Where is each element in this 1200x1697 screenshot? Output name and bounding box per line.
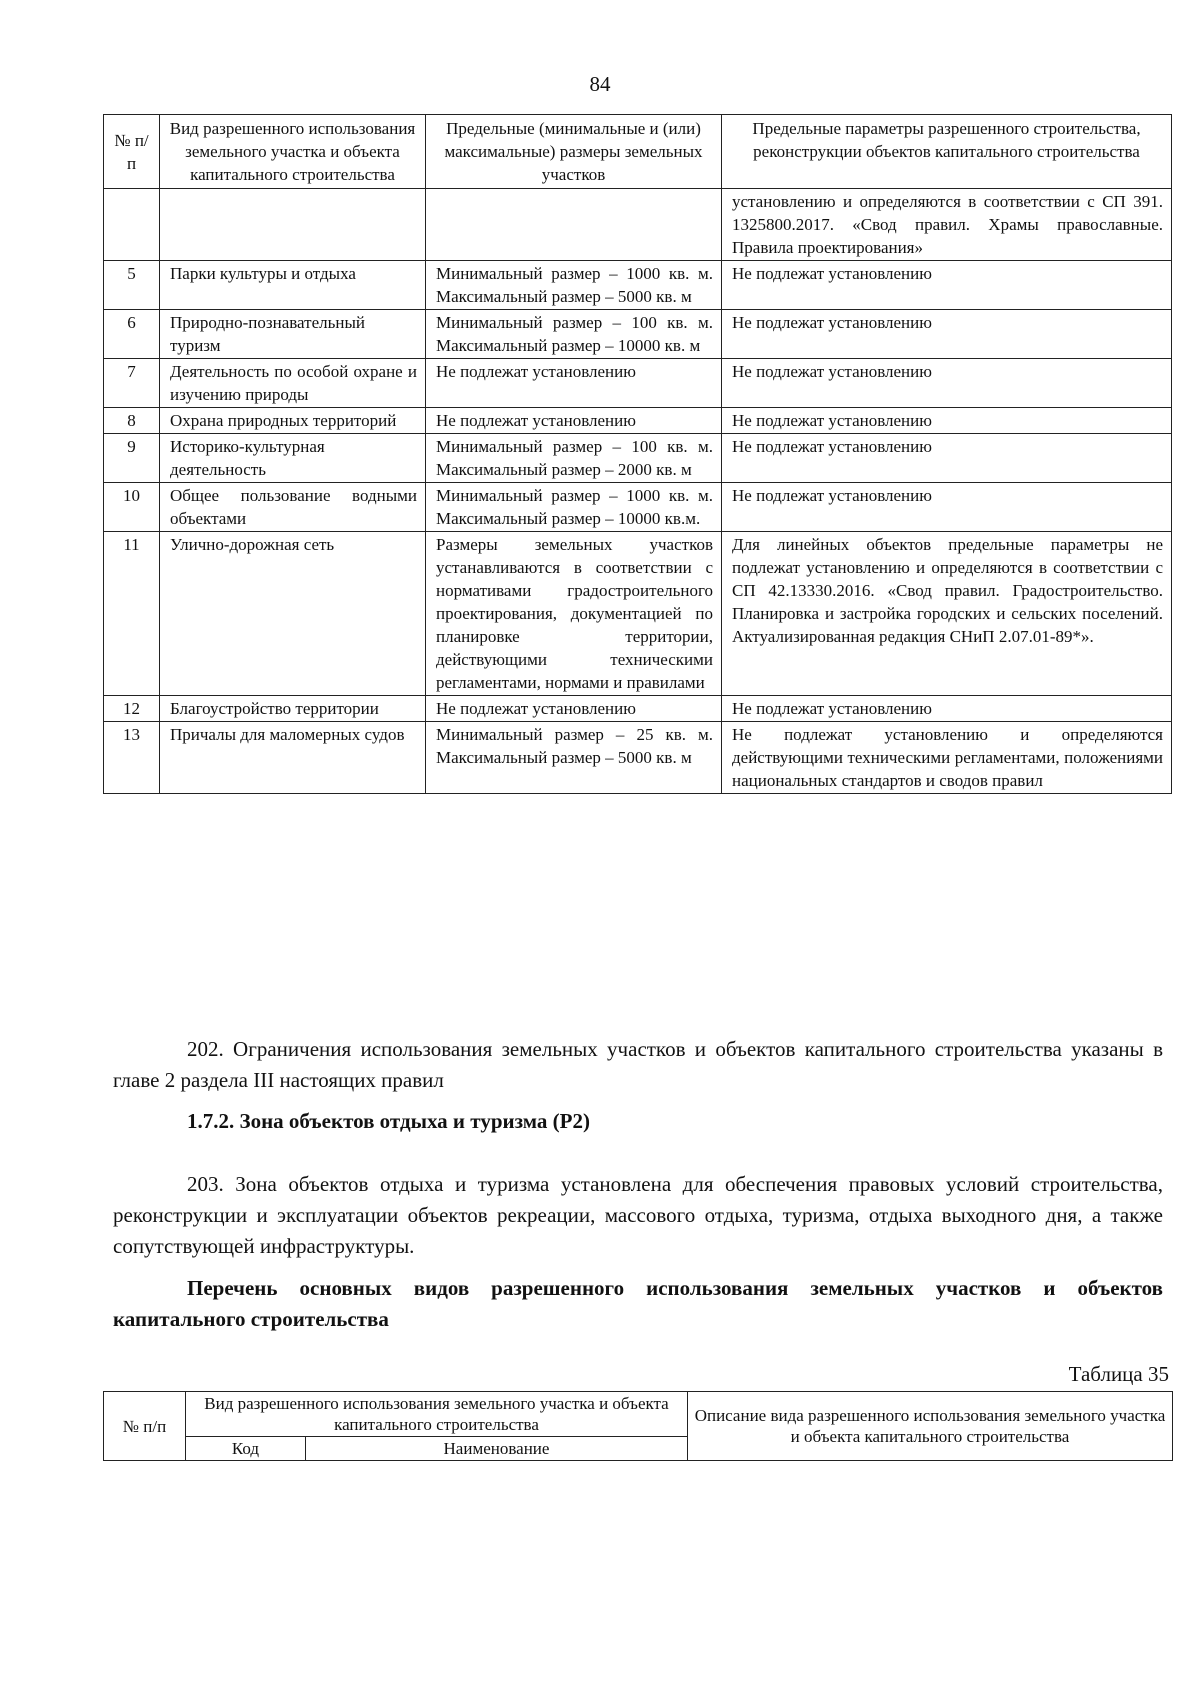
page-number: 84	[589, 72, 611, 96]
row-use-type: Благоустройство территории	[160, 696, 426, 722]
table-row	[104, 359, 1172, 408]
row-plot-size: Минимальный размер – 1000 кв. м. Максимальный размер – 10000 кв.м.	[426, 483, 722, 532]
header-description: Описание вида разрешенного использования земельного участка и объекта капитального строительства	[688, 1392, 1173, 1461]
row-build-params: Не подлежат установлению	[722, 359, 1172, 408]
table-row	[104, 483, 1172, 532]
row-use-type	[160, 189, 426, 261]
table-row	[104, 261, 1172, 310]
section-heading: 1.7.2. Зона объектов отдыха и туризма (Р2)	[187, 1109, 590, 1133]
row-use-type: Улично-дорожная сеть	[160, 532, 426, 696]
header-plot-sizes: Предельные (минимальные и (или) максимальные) размеры земельных участков	[426, 115, 722, 189]
paragraph-202: 202. Ограничения использования земельных участков и объектов капитального строительства указаны в главе 2 раздела III настоящих правил	[113, 1037, 1163, 1092]
row-plot-size: Не подлежат установлению	[426, 408, 722, 434]
header-number: № п/п	[104, 115, 160, 189]
paragraph-203: 203. Зона объектов отдыха и туризма установлена для обеспечения правовых условий строительства, реконструкции и эксплуатации объектов рекреации, массового отдыха, туризма, отдыха выходного дня, а также сопутствующей инфраструктуры.	[113, 1172, 1163, 1258]
table-row	[104, 722, 1172, 794]
row-build-params: Не подлежат установлению	[722, 261, 1172, 310]
permitted-use-table	[103, 114, 1172, 794]
row-use-type: Парки культуры и отдыха	[160, 261, 426, 310]
row-build-params: установлению и определяются в соответствии с СП 391. 1325800.2017. «Свод правил. Храмы православные. Правила проектирования»	[722, 189, 1172, 261]
table-row	[104, 189, 1172, 261]
row-plot-size: Минимальный размер – 100 кв. м. Максимальный размер – 10000 кв. м	[426, 310, 722, 359]
header-build-params: Предельные параметры разрешенного строительства, реконструкции объектов капитального строительства	[722, 115, 1172, 189]
row-number	[104, 189, 160, 261]
row-plot-size: Минимальный размер – 25 кв. м. Максимальный размер – 5000 кв. м	[426, 722, 722, 794]
row-number: 10	[104, 483, 160, 532]
table-row	[104, 310, 1172, 359]
row-build-params: Не подлежат установлению	[722, 434, 1172, 483]
row-use-type: Историко-культурная деятельность	[160, 434, 426, 483]
header-number: № п/п	[104, 1392, 186, 1461]
table-row	[104, 408, 1172, 434]
main-uses-table	[103, 1391, 1173, 1461]
row-plot-size	[426, 189, 722, 261]
header-code: Код	[186, 1437, 306, 1461]
row-plot-size: Размеры земельных участков устанавливаются в соответствии с нормативами градостроительного проектирования, документацией по планировке территории, действующими техническими регламентами, нормами и правилами	[426, 532, 722, 696]
list-heading: Перечень основных видов разрешенного использования земельных участков и объектов капитального строительства	[113, 1276, 1163, 1331]
table-header-row	[104, 1392, 1173, 1437]
row-use-type: Охрана природных территорий	[160, 408, 426, 434]
row-use-type: Деятельность по особой охране и изучению природы	[160, 359, 426, 408]
header-name: Наименование	[306, 1437, 688, 1461]
row-number: 5	[104, 261, 160, 310]
row-use-type: Причалы для маломерных судов	[160, 722, 426, 794]
row-plot-size: Не подлежат установлению	[426, 359, 722, 408]
table-row	[104, 696, 1172, 722]
row-use-type: Природно-познавательный туризм	[160, 310, 426, 359]
row-plot-size: Минимальный размер – 1000 кв. м. Максимальный размер – 5000 кв. м	[426, 261, 722, 310]
row-build-params: Для линейных объектов предельные параметры не подлежат установлению и определяются в соответствии с СП 42.13330.2016. «Свод правил. Градостроительство. Планировка и застройка городских и сельских поселений. Актуализированная редакция СНиП 2.07.01-89*».	[722, 532, 1172, 696]
table-header-row	[104, 115, 1172, 189]
row-build-params: Не подлежат установлению и определяются действующими техническими регламентами, положениями национальных стандартов и сводов правил	[722, 722, 1172, 794]
table-caption: Таблица 35	[1068, 1362, 1169, 1386]
row-number: 9	[104, 434, 160, 483]
row-build-params: Не подлежат установлению	[722, 408, 1172, 434]
row-build-params: Не подлежат установлению	[722, 483, 1172, 532]
header-use-type: Вид разрешенного использования земельного участка и объекта капитального строительства	[186, 1392, 688, 1437]
row-number: 12	[104, 696, 160, 722]
row-plot-size: Минимальный размер – 100 кв. м. Максимальный размер – 2000 кв. м	[426, 434, 722, 483]
row-number: 8	[104, 408, 160, 434]
row-build-params: Не подлежат установлению	[722, 310, 1172, 359]
header-use-type: Вид разрешенного использования земельного участка и объекта капитального строительства	[160, 115, 426, 189]
table-row	[104, 532, 1172, 696]
table-row	[104, 434, 1172, 483]
row-number: 11	[104, 532, 160, 696]
row-number: 6	[104, 310, 160, 359]
row-number: 7	[104, 359, 160, 408]
row-use-type: Общее пользование водными объектами	[160, 483, 426, 532]
row-number: 13	[104, 722, 160, 794]
row-build-params: Не подлежат установлению	[722, 696, 1172, 722]
row-plot-size: Не подлежат установлению	[426, 696, 722, 722]
